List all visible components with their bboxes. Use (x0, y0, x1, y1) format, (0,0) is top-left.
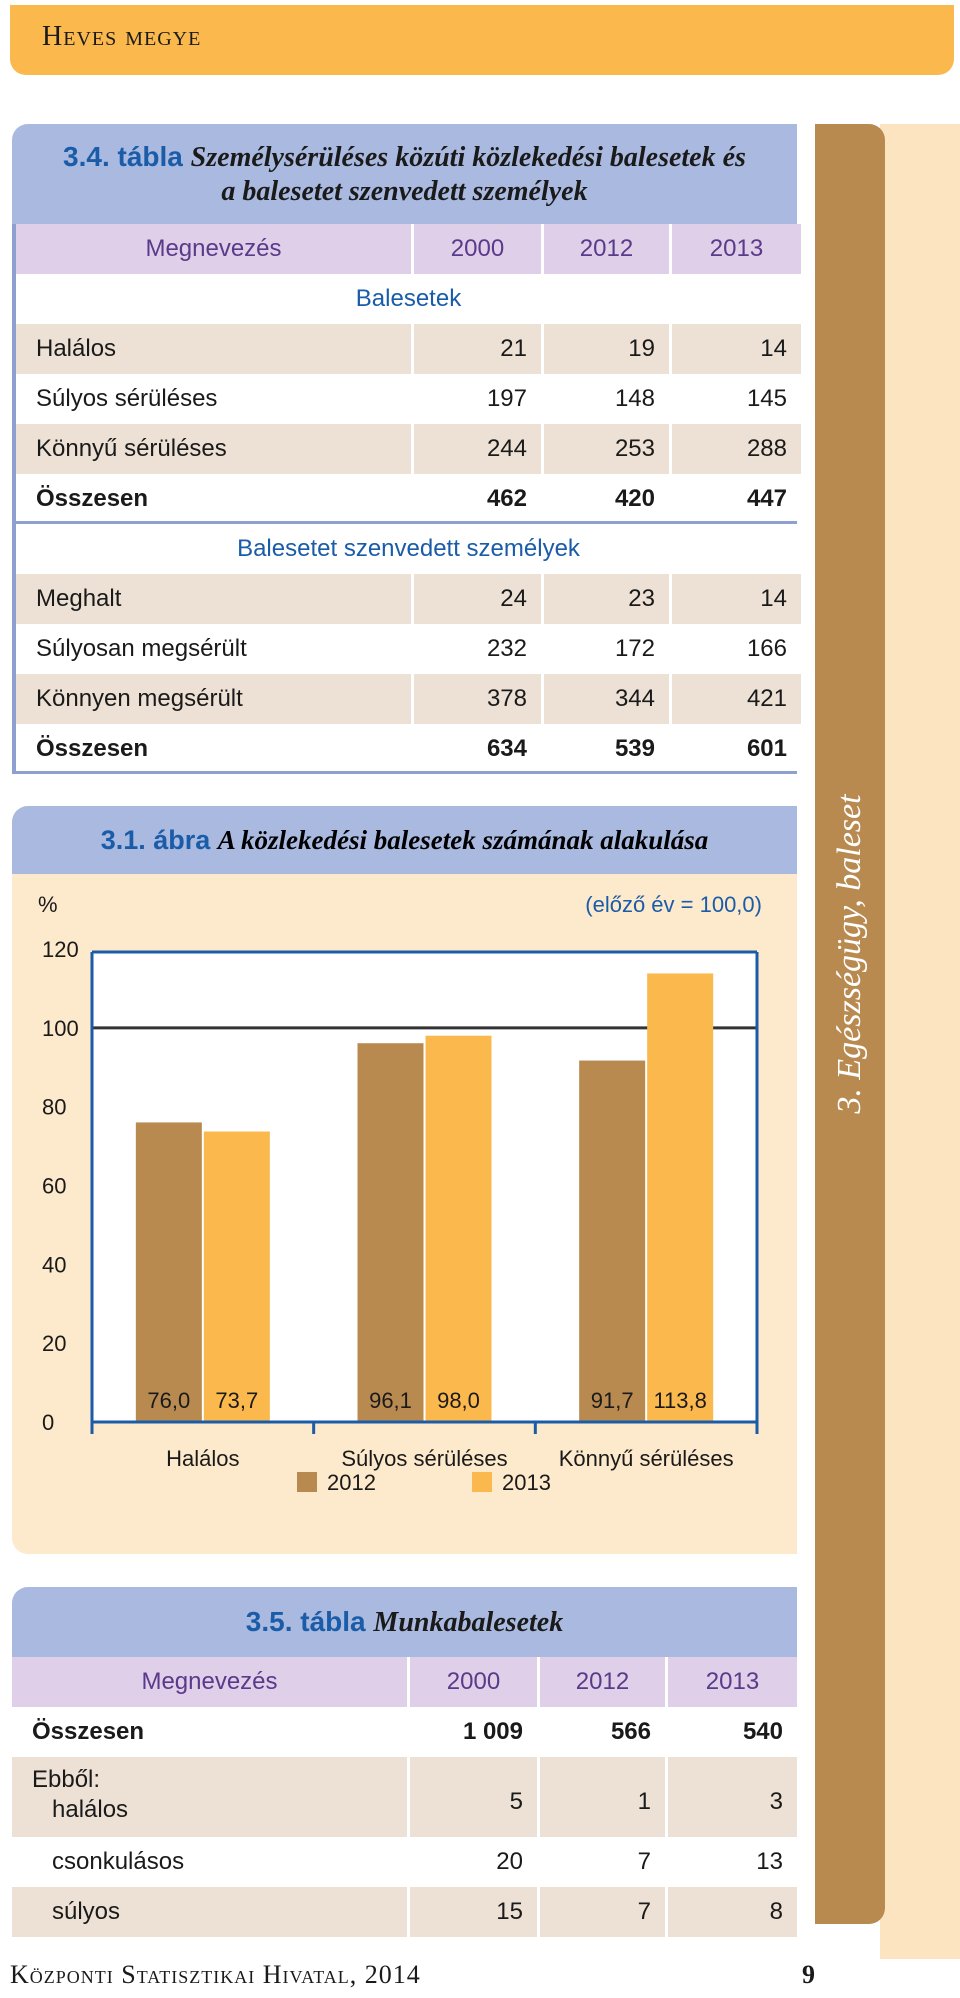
chapter-side-tab (815, 124, 885, 1924)
bar-value-label: 73,7 (215, 1388, 259, 1413)
legend-label: 2013 (502, 1470, 551, 1495)
cell: 540 (742, 1718, 783, 1745)
table-row (16, 674, 797, 724)
header-title: Heves megye (42, 21, 202, 52)
table-total-row (16, 724, 797, 774)
row-label: Összesen (36, 735, 149, 762)
row-label (12, 1757, 407, 1837)
cell: 421 (672, 674, 801, 724)
footer-publisher: Központi Statisztikai Hivatal, 2014 (10, 1960, 421, 1989)
bar-value-label: 91,7 (590, 1388, 634, 1413)
table-header-row (16, 224, 797, 274)
chart-number: 3.1. ábra (100, 825, 211, 855)
page-number: 9 (802, 1960, 815, 1989)
cell: 288 (672, 424, 801, 474)
chapter-side-label: 3. Egészségügy, baleset (831, 794, 868, 1114)
side-margin (880, 124, 960, 1959)
y-tick-label: 20 (42, 1331, 67, 1357)
category-label: Súlyos sérüléses (341, 1446, 508, 1471)
table-title-line1: Személysérüléses közúti közlekedési balesetek és (190, 142, 746, 173)
bar-2012 (579, 1061, 645, 1422)
row-label-line1: Ebből: (32, 1766, 101, 1793)
section-label: Balesetek (355, 285, 462, 312)
bar-2013 (647, 973, 713, 1422)
table-caption (12, 1587, 797, 1657)
row-label: Meghalt (16, 574, 411, 624)
cell: 601 (746, 735, 787, 762)
table-number: 3.5. tábla (245, 1606, 366, 1637)
category-label: Halálos (166, 1446, 240, 1471)
cell: 462 (486, 485, 527, 512)
row-label: Súlyos sérüléses (36, 385, 218, 412)
column-header: Megnevezés (16, 224, 411, 274)
legend-swatch-2013 (472, 1472, 492, 1492)
chart-caption (12, 806, 797, 874)
table-body (12, 1657, 797, 1937)
cell: 20 (496, 1848, 523, 1875)
y-tick-label: 100 (42, 1015, 79, 1041)
column-header: 2000 (414, 224, 541, 274)
table-row (16, 424, 797, 474)
cell: 13 (756, 1848, 783, 1875)
table-total-row (12, 1707, 797, 1757)
cell: 8 (668, 1887, 797, 1937)
table-row (16, 374, 797, 424)
cell: 420 (614, 485, 655, 512)
cell: 19 (544, 324, 669, 374)
column-header: 2013 (668, 1657, 797, 1707)
cell: 5 (410, 1757, 537, 1837)
y-axis-unit: % (38, 892, 58, 917)
table-title: Munkabalesetek (373, 1607, 564, 1638)
table-row (16, 574, 797, 624)
table-number: 3.4. tábla (63, 141, 183, 172)
section-label: Balesetet szenvedett személyek (237, 535, 580, 562)
table-title-line2: a balesetet szenvedett személyek (221, 176, 588, 207)
row-label: Összesen (32, 1718, 145, 1745)
table-header-row (12, 1657, 797, 1707)
cell: 1 (540, 1757, 665, 1837)
bar-value-label: 113,8 (653, 1388, 707, 1413)
cell: 566 (610, 1718, 651, 1745)
column-header: 2012 (544, 224, 669, 274)
cell: 3 (668, 1757, 797, 1837)
row-label: súlyos (12, 1887, 407, 1937)
bar-chart (12, 874, 797, 1554)
chart-title: A közlekedési balesetek számának alakulása (217, 825, 709, 855)
row-label: Könnyen megsérült (16, 674, 411, 724)
cell: 166 (746, 635, 787, 662)
bar-2013 (204, 1131, 270, 1422)
section-row (16, 274, 797, 324)
cell: 447 (746, 485, 787, 512)
bar-2012 (358, 1043, 424, 1422)
legend-swatch-2012 (297, 1472, 317, 1492)
row-label: Halálos (16, 324, 411, 374)
y-tick-label: 80 (42, 1094, 67, 1120)
table-body (12, 224, 797, 774)
column-header: Megnevezés (12, 1657, 407, 1707)
column-header: 2012 (540, 1657, 665, 1707)
row-label: Összesen (36, 485, 149, 512)
table-caption (12, 124, 797, 224)
cell: 14 (672, 324, 801, 374)
cell: 232 (486, 635, 527, 662)
table-row (16, 624, 797, 674)
row-label: Súlyosan megsérült (36, 635, 247, 662)
table-3-4 (12, 124, 797, 774)
bar-value-label: 76,0 (147, 1388, 191, 1413)
table-total-row (16, 474, 797, 524)
table-row (16, 324, 797, 374)
category-label: Könnyű sérüléses (558, 1446, 734, 1471)
column-header: 2013 (672, 224, 801, 274)
y-tick-label: 60 (42, 1173, 67, 1199)
row-label-line2: halálos (52, 1796, 129, 1823)
row-label: csonkulásos (52, 1848, 185, 1875)
cell: 1 009 (462, 1718, 523, 1745)
cell: 148 (614, 385, 655, 412)
table-row (12, 1757, 797, 1837)
table-row (12, 1837, 797, 1887)
cell: 244 (414, 424, 541, 474)
cell: 539 (614, 735, 655, 762)
bar-2012 (136, 1122, 202, 1422)
cell: 634 (486, 735, 527, 762)
cell: 15 (410, 1887, 537, 1937)
cell: 14 (672, 574, 801, 624)
bar-2013 (426, 1036, 492, 1422)
chart-note: (előző év = 100,0) (585, 892, 762, 917)
y-tick-label: 120 (42, 937, 79, 962)
cell: 7 (637, 1848, 651, 1875)
bar-value-label: 96,1 (369, 1388, 412, 1413)
bar-value-label: 98,0 (437, 1388, 480, 1413)
legend-label: 2012 (327, 1470, 376, 1495)
page-footer (10, 1958, 945, 1994)
cell: 197 (486, 385, 527, 412)
page-header (10, 5, 954, 75)
column-header: 2000 (410, 1657, 537, 1707)
table-row (12, 1887, 797, 1937)
y-tick-label: 0 (42, 1410, 55, 1435)
y-tick-label: 40 (42, 1252, 67, 1278)
cell: 24 (414, 574, 541, 624)
cell: 7 (540, 1887, 665, 1937)
section-row (16, 524, 797, 574)
cell: 21 (414, 324, 541, 374)
table-3-5 (12, 1587, 797, 1937)
row-label: Könnyű sérüléses (16, 424, 411, 474)
cell: 145 (746, 385, 787, 412)
cell: 378 (414, 674, 541, 724)
cell: 172 (614, 635, 655, 662)
cell: 253 (544, 424, 669, 474)
cell: 23 (544, 574, 669, 624)
cell: 344 (544, 674, 669, 724)
